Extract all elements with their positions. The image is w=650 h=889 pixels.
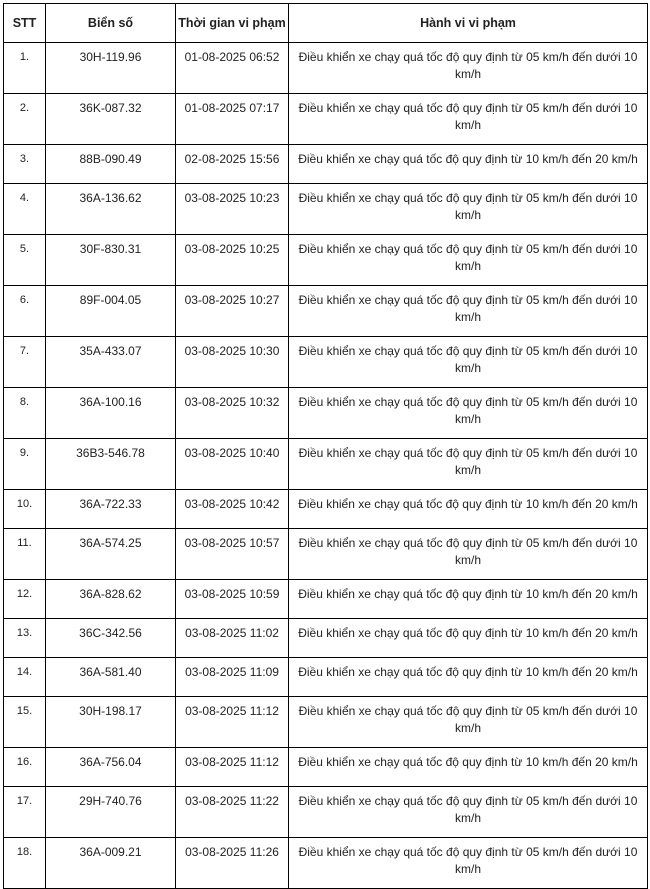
table-row [4, 748, 648, 787]
table-row [4, 490, 648, 529]
table-row [4, 286, 648, 337]
row-plate: 36A-574.25 [79, 536, 142, 550]
row-stt-cell [4, 748, 46, 787]
row-plate: 30F-830.31 [79, 242, 142, 256]
row-violation: Điều khiển xe chạy quá tốc độ quy định từ 05 km/h đến dưới 10 km/h [298, 536, 638, 567]
row-plate-cell [46, 787, 176, 838]
row-plate: 36A-828.62 [79, 587, 142, 601]
row-stt: 13. [16, 627, 33, 639]
row-plate-cell [46, 838, 176, 889]
row-violation: Điều khiển xe chạy quá tốc độ quy định từ 05 km/h đến dưới 10 km/h [298, 395, 638, 426]
row-plate: 88B-090.49 [79, 152, 142, 166]
table-row [4, 184, 648, 235]
row-violation-cell [289, 43, 648, 94]
row-time-cell [176, 787, 289, 838]
row-stt-cell [4, 838, 46, 889]
row-stt-cell [4, 529, 46, 580]
table-row [4, 697, 648, 748]
row-stt-cell [4, 580, 46, 619]
row-plate-cell [46, 286, 176, 337]
row-violation: Điều khiển xe chạy quá tốc độ quy định từ 10 km/h đến 20 km/h [298, 587, 638, 601]
table-row [4, 145, 648, 184]
row-stt-cell [4, 439, 46, 490]
row-plate: 36K-087.32 [79, 101, 142, 115]
row-violation: Điều khiển xe chạy quá tốc độ quy định từ 05 km/h đến dưới 10 km/h [298, 101, 638, 132]
row-time: 03-08-2025 10:59 [184, 587, 280, 601]
table-row [4, 838, 648, 889]
row-time: 03-08-2025 11:12 [185, 704, 279, 718]
table-row [4, 235, 648, 286]
row-time-cell [176, 529, 289, 580]
row-time: 03-08-2025 10:30 [184, 344, 280, 358]
row-violation: Điều khiển xe chạy quá tốc độ quy định từ 05 km/h đến dưới 10 km/h [298, 794, 638, 825]
row-plate: 36A-581.40 [79, 665, 142, 679]
row-violation-cell [289, 529, 648, 580]
row-time-cell [176, 235, 289, 286]
table-row [4, 580, 648, 619]
row-time-cell [176, 337, 289, 388]
row-violation: Điều khiển xe chạy quá tốc độ quy định từ 10 km/h đến 20 km/h [298, 626, 638, 640]
header-violation: Hành vi vi phạm [289, 4, 648, 43]
row-plate-cell [46, 388, 176, 439]
row-violation-cell [289, 838, 648, 889]
row-violation-cell [289, 286, 648, 337]
row-stt-cell [4, 94, 46, 145]
header-time: Thời gian vi phạm [176, 4, 289, 43]
row-time: 02-08-2025 15:56 [184, 152, 280, 166]
row-time-cell [176, 490, 289, 529]
table-row [4, 529, 648, 580]
row-time: 03-08-2025 10:23 [184, 191, 280, 205]
row-plate-cell [46, 697, 176, 748]
row-violation: Điều khiển xe chạy quá tốc độ quy định từ 05 km/h đến dưới 10 km/h [298, 845, 638, 876]
row-violation: Điều khiển xe chạy quá tốc độ quy định từ 05 km/h đến dưới 10 km/h [298, 50, 638, 81]
row-plate-cell [46, 580, 176, 619]
row-violation-cell [289, 580, 648, 619]
row-time-cell [176, 619, 289, 658]
row-stt: 7. [19, 345, 30, 357]
table-row [4, 619, 648, 658]
row-plate: 29H-740.76 [79, 794, 142, 808]
row-time-cell [176, 388, 289, 439]
row-plate-cell [46, 337, 176, 388]
table-row [4, 94, 648, 145]
row-stt-cell [4, 337, 46, 388]
row-time-cell [176, 43, 289, 94]
row-stt: 17. [16, 795, 33, 807]
row-plate: 36A-009.21 [79, 845, 142, 859]
row-plate-cell [46, 94, 176, 145]
row-plate-cell [46, 184, 176, 235]
row-time: 03-08-2025 11:26 [185, 845, 279, 859]
row-violation: Điều khiển xe chạy quá tốc độ quy định từ 10 km/h đến 20 km/h [298, 665, 638, 679]
row-stt-cell [4, 490, 46, 529]
row-stt: 14. [16, 666, 33, 678]
row-time: 01-08-2025 07:17 [184, 101, 280, 115]
row-plate-cell [46, 658, 176, 697]
row-violation: Điều khiển xe chạy quá tốc độ quy định từ 05 km/h đến dưới 10 km/h [298, 293, 638, 324]
row-plate: 89F-004.05 [79, 293, 142, 307]
table-row [4, 658, 648, 697]
row-stt: 4. [19, 192, 30, 204]
row-stt: 2. [19, 102, 30, 114]
row-stt-cell [4, 619, 46, 658]
row-time: 03-08-2025 10:40 [184, 446, 280, 460]
row-plate: 35A-433.07 [79, 344, 142, 358]
row-violation-cell [289, 94, 648, 145]
row-plate: 36A-756.04 [79, 755, 142, 769]
row-time: 03-08-2025 11:02 [185, 626, 279, 640]
row-stt-cell [4, 145, 46, 184]
row-time: 03-08-2025 10:27 [184, 293, 280, 307]
table-row [4, 439, 648, 490]
row-stt: 10. [16, 498, 33, 510]
row-stt: 12. [16, 588, 33, 600]
row-time: 03-08-2025 11:12 [185, 755, 279, 769]
row-violation: Điều khiển xe chạy quá tốc độ quy định từ 05 km/h đến dưới 10 km/h [298, 704, 638, 735]
row-violation-cell [289, 658, 648, 697]
header-stt: STT [4, 4, 46, 43]
row-time-cell [176, 748, 289, 787]
row-plate: 30H-198.17 [79, 704, 142, 718]
row-violation-cell [289, 184, 648, 235]
row-stt-cell [4, 235, 46, 286]
row-stt: 9. [19, 447, 30, 459]
row-stt: 5. [19, 243, 30, 255]
row-stt: 6. [19, 294, 30, 306]
row-time-cell [176, 838, 289, 889]
row-time: 03-08-2025 11:22 [185, 794, 279, 808]
table-row [4, 337, 648, 388]
row-time: 03-08-2025 11:09 [185, 665, 279, 679]
row-violation-cell [289, 490, 648, 529]
row-plate: 30H-119.96 [79, 50, 142, 64]
header-row [4, 4, 648, 43]
row-stt: 11. [17, 537, 32, 549]
row-time-cell [176, 658, 289, 697]
row-time-cell [176, 439, 289, 490]
row-stt-cell [4, 286, 46, 337]
row-plate-cell [46, 145, 176, 184]
row-stt: 16. [16, 756, 33, 768]
table-body [4, 43, 648, 889]
row-plate: 36A-100.16 [79, 395, 142, 409]
row-stt-cell [4, 184, 46, 235]
row-violation-cell [289, 619, 648, 658]
row-plate-cell [46, 529, 176, 580]
row-stt: 3. [19, 153, 30, 165]
row-time: 03-08-2025 10:25 [184, 242, 280, 256]
row-violation-cell [289, 388, 648, 439]
row-violation: Điều khiển xe chạy quá tốc độ quy định từ 05 km/h đến dưới 10 km/h [298, 446, 638, 477]
row-stt-cell [4, 787, 46, 838]
row-time: 03-08-2025 10:32 [184, 395, 280, 409]
row-violation: Điều khiển xe chạy quá tốc độ quy định từ 10 km/h đến 20 km/h [298, 497, 638, 511]
header-plate: Biển số [46, 4, 176, 43]
row-stt: 15. [16, 705, 33, 717]
row-stt-cell [4, 388, 46, 439]
violations-table [3, 3, 648, 889]
row-stt: 8. [19, 396, 30, 408]
table-row [4, 43, 648, 94]
row-violation: Điều khiển xe chạy quá tốc độ quy định từ 05 km/h đến dưới 10 km/h [298, 191, 638, 222]
row-stt-cell [4, 658, 46, 697]
row-violation: Điều khiển xe chạy quá tốc độ quy định từ 05 km/h đến dưới 10 km/h [298, 344, 638, 375]
row-violation-cell [289, 337, 648, 388]
row-plate-cell [46, 235, 176, 286]
table-row [4, 388, 648, 439]
row-time-cell [176, 145, 289, 184]
row-plate: 36B3-546.78 [76, 446, 145, 460]
row-plate-cell [46, 439, 176, 490]
row-violation-cell [289, 235, 648, 286]
row-time-cell [176, 580, 289, 619]
row-violation-cell [289, 697, 648, 748]
row-violation-cell [289, 748, 648, 787]
row-violation-cell [289, 145, 648, 184]
row-stt: 18. [16, 846, 33, 858]
row-time-cell [176, 184, 289, 235]
row-stt-cell [4, 697, 46, 748]
row-time-cell [176, 286, 289, 337]
row-plate: 36A-136.62 [79, 191, 142, 205]
row-violation-cell [289, 439, 648, 490]
row-stt: 1. [19, 51, 30, 63]
table-row [4, 787, 648, 838]
row-violation: Điều khiển xe chạy quá tốc độ quy định từ 05 km/h đến dưới 10 km/h [298, 242, 638, 273]
row-plate-cell [46, 619, 176, 658]
row-violation-cell [289, 787, 648, 838]
row-time-cell [176, 697, 289, 748]
row-time: 03-08-2025 10:57 [184, 536, 280, 550]
row-violation: Điều khiển xe chạy quá tốc độ quy định từ 10 km/h đến 20 km/h [298, 755, 638, 769]
row-time-cell [176, 94, 289, 145]
table-header [4, 4, 648, 43]
row-time: 01-08-2025 06:52 [184, 50, 280, 64]
row-plate: 36C-342.56 [79, 626, 142, 640]
row-plate-cell [46, 43, 176, 94]
row-time: 03-08-2025 10:42 [184, 497, 280, 511]
row-plate-cell [46, 490, 176, 529]
row-plate-cell [46, 748, 176, 787]
row-violation: Điều khiển xe chạy quá tốc độ quy định từ 10 km/h đến 20 km/h [298, 152, 638, 166]
row-plate: 36A-722.33 [79, 497, 142, 511]
row-stt-cell [4, 43, 46, 94]
